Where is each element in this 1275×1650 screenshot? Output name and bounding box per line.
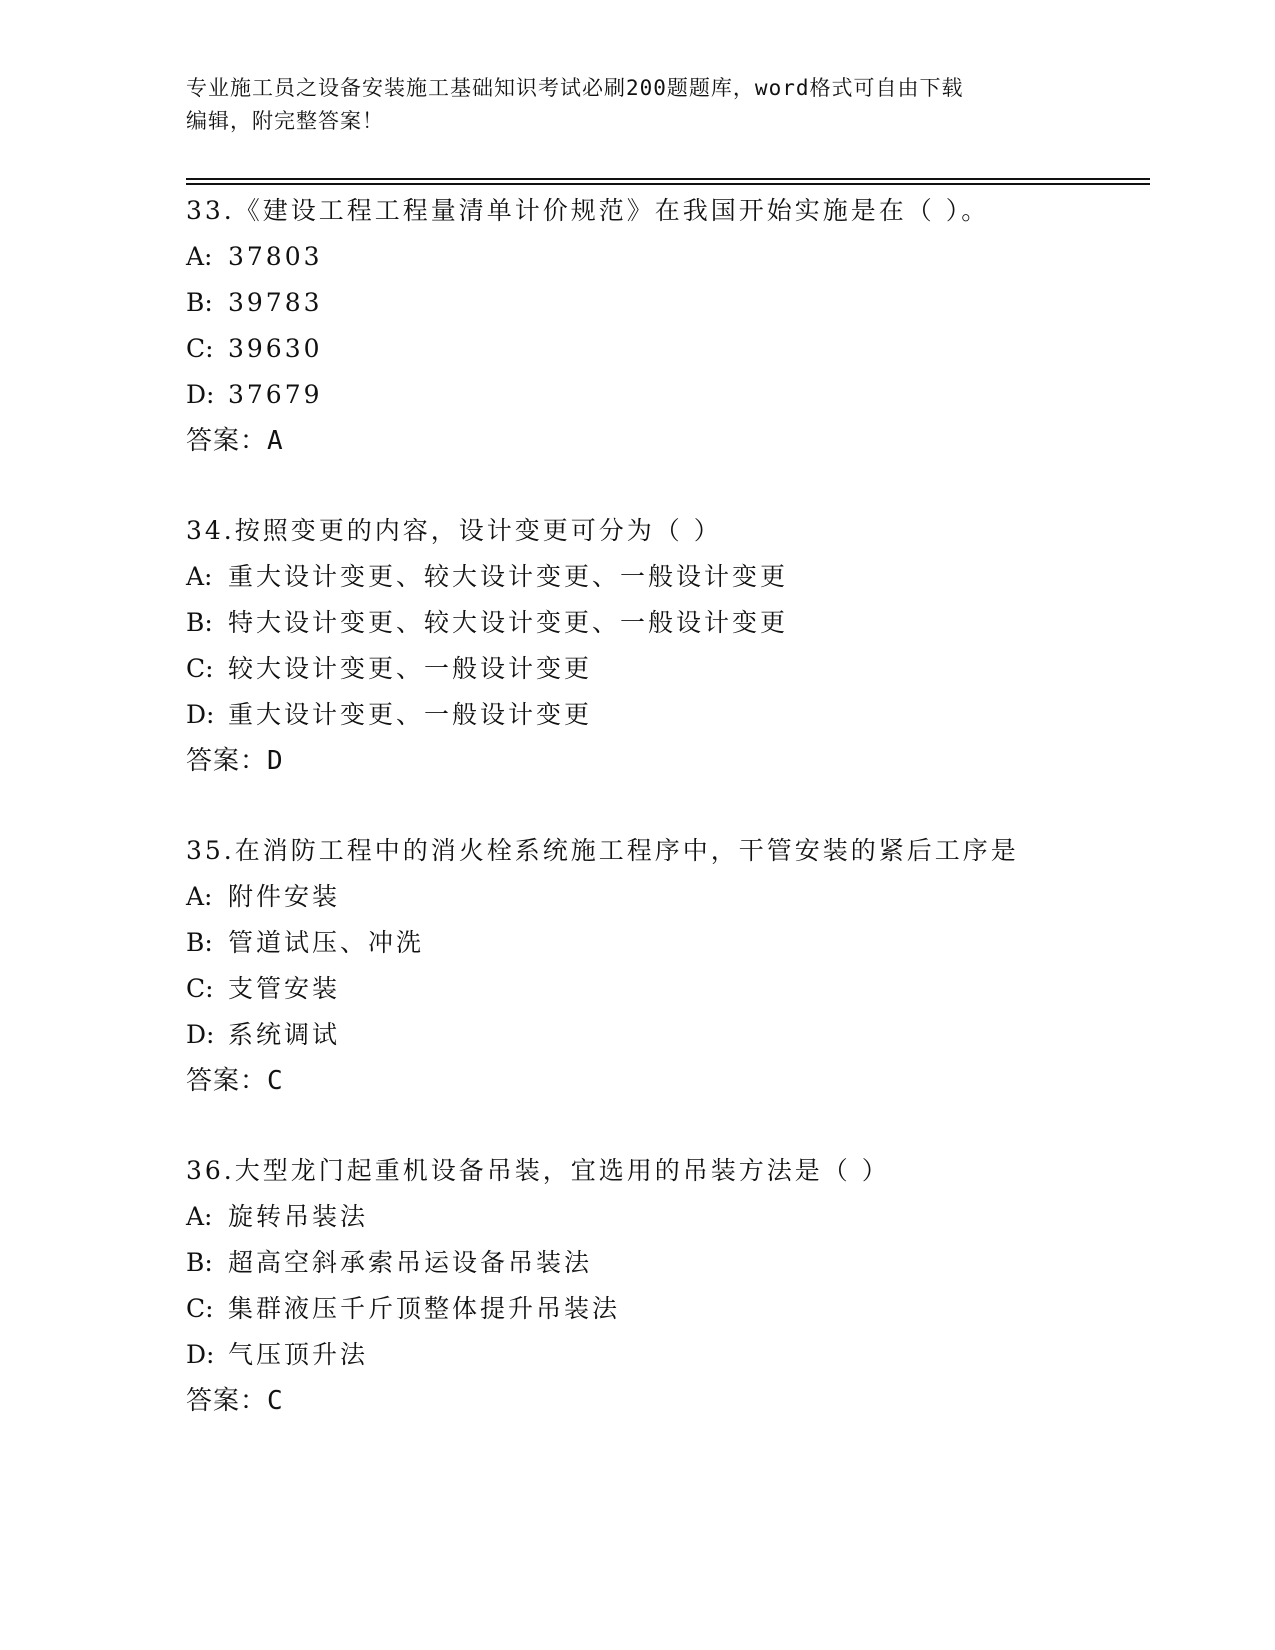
option-d	[186, 1012, 1146, 1058]
option-letter: D:	[186, 700, 215, 729]
option-text: 重大设计变更、较大设计变更、一般设计变更	[228, 562, 789, 591]
option-b	[186, 600, 1146, 646]
option-letter: B:	[186, 608, 213, 637]
question-33	[186, 188, 1146, 508]
option-letter: A:	[186, 1202, 213, 1231]
option-d	[186, 1332, 1146, 1378]
option-d	[186, 692, 1146, 738]
option-text: 37679	[228, 380, 323, 409]
option-text: 气压顶升法	[228, 1340, 369, 1369]
header-divider-bottom	[186, 183, 1150, 185]
question-text: 33.《建设工程工程量清单计价规范》在我国开始实施是在（ ）。	[186, 196, 990, 225]
option-text: 39783	[228, 288, 323, 317]
option-text: 超高空斜承索吊运设备吊装法	[228, 1248, 593, 1277]
option-c	[186, 646, 1146, 692]
question-list	[186, 188, 1146, 1468]
option-b	[186, 1240, 1146, 1286]
answer-line: 答案：A	[186, 426, 284, 456]
question-36	[186, 1148, 1146, 1468]
option-text: 系统调试	[228, 1020, 341, 1049]
option-text: 较大设计变更、一般设计变更	[228, 654, 593, 683]
option-text: 特大设计变更、较大设计变更、一般设计变更	[228, 608, 789, 637]
option-b	[186, 280, 1146, 326]
option-c	[186, 966, 1146, 1012]
question-text: 35.在消防工程中的消火栓系统施工程序中，干管安装的紧后工序是	[186, 836, 1019, 865]
option-letter: B:	[186, 288, 213, 317]
option-letter: D:	[186, 1340, 215, 1369]
option-text: 集群液压千斤顶整体提升吊装法	[228, 1294, 621, 1323]
header-line-1: 专业施工员之设备安装施工基础知识考试必刷200题题库，word格式可自由下载	[186, 76, 964, 100]
option-c	[186, 326, 1146, 372]
option-letter: C:	[186, 974, 214, 1003]
option-letter: A:	[186, 242, 213, 271]
answer-line: 答案：C	[186, 1386, 284, 1416]
answer-line: 答案：D	[186, 746, 284, 776]
option-letter: A:	[186, 882, 213, 911]
question-34	[186, 508, 1146, 828]
question-35	[186, 828, 1146, 1148]
question-text: 34.按照变更的内容，设计变更可分为（ ）	[186, 516, 722, 545]
option-a	[186, 234, 1146, 280]
option-a	[186, 874, 1146, 920]
option-text: 附件安装	[228, 882, 341, 911]
option-letter: B:	[186, 1248, 213, 1277]
option-text: 管道试压、冲洗	[228, 928, 425, 957]
option-text: 支管安装	[228, 974, 341, 1003]
option-letter: A:	[186, 562, 213, 591]
option-text: 37803	[228, 242, 323, 271]
option-text: 重大设计变更、一般设计变更	[228, 700, 593, 729]
option-c	[186, 1286, 1146, 1332]
header-line-2: 编辑，附完整答案！	[186, 109, 384, 133]
option-a	[186, 1194, 1146, 1240]
option-text: 39630	[228, 334, 323, 363]
option-b	[186, 920, 1146, 966]
option-letter: B:	[186, 928, 213, 957]
document-header	[186, 72, 1086, 138]
answer-line: 答案：C	[186, 1066, 284, 1096]
option-d	[186, 372, 1146, 418]
option-letter: D:	[186, 380, 215, 409]
option-letter: C:	[186, 654, 214, 683]
question-text: 36.大型龙门起重机设备吊装，宜选用的吊装方法是（ ）	[186, 1156, 890, 1185]
option-letter: D:	[186, 1020, 215, 1049]
option-a	[186, 554, 1146, 600]
header-divider-top	[186, 178, 1150, 180]
option-text: 旋转吊装法	[228, 1202, 369, 1231]
option-letter: C:	[186, 334, 214, 363]
option-letter: C:	[186, 1294, 214, 1323]
